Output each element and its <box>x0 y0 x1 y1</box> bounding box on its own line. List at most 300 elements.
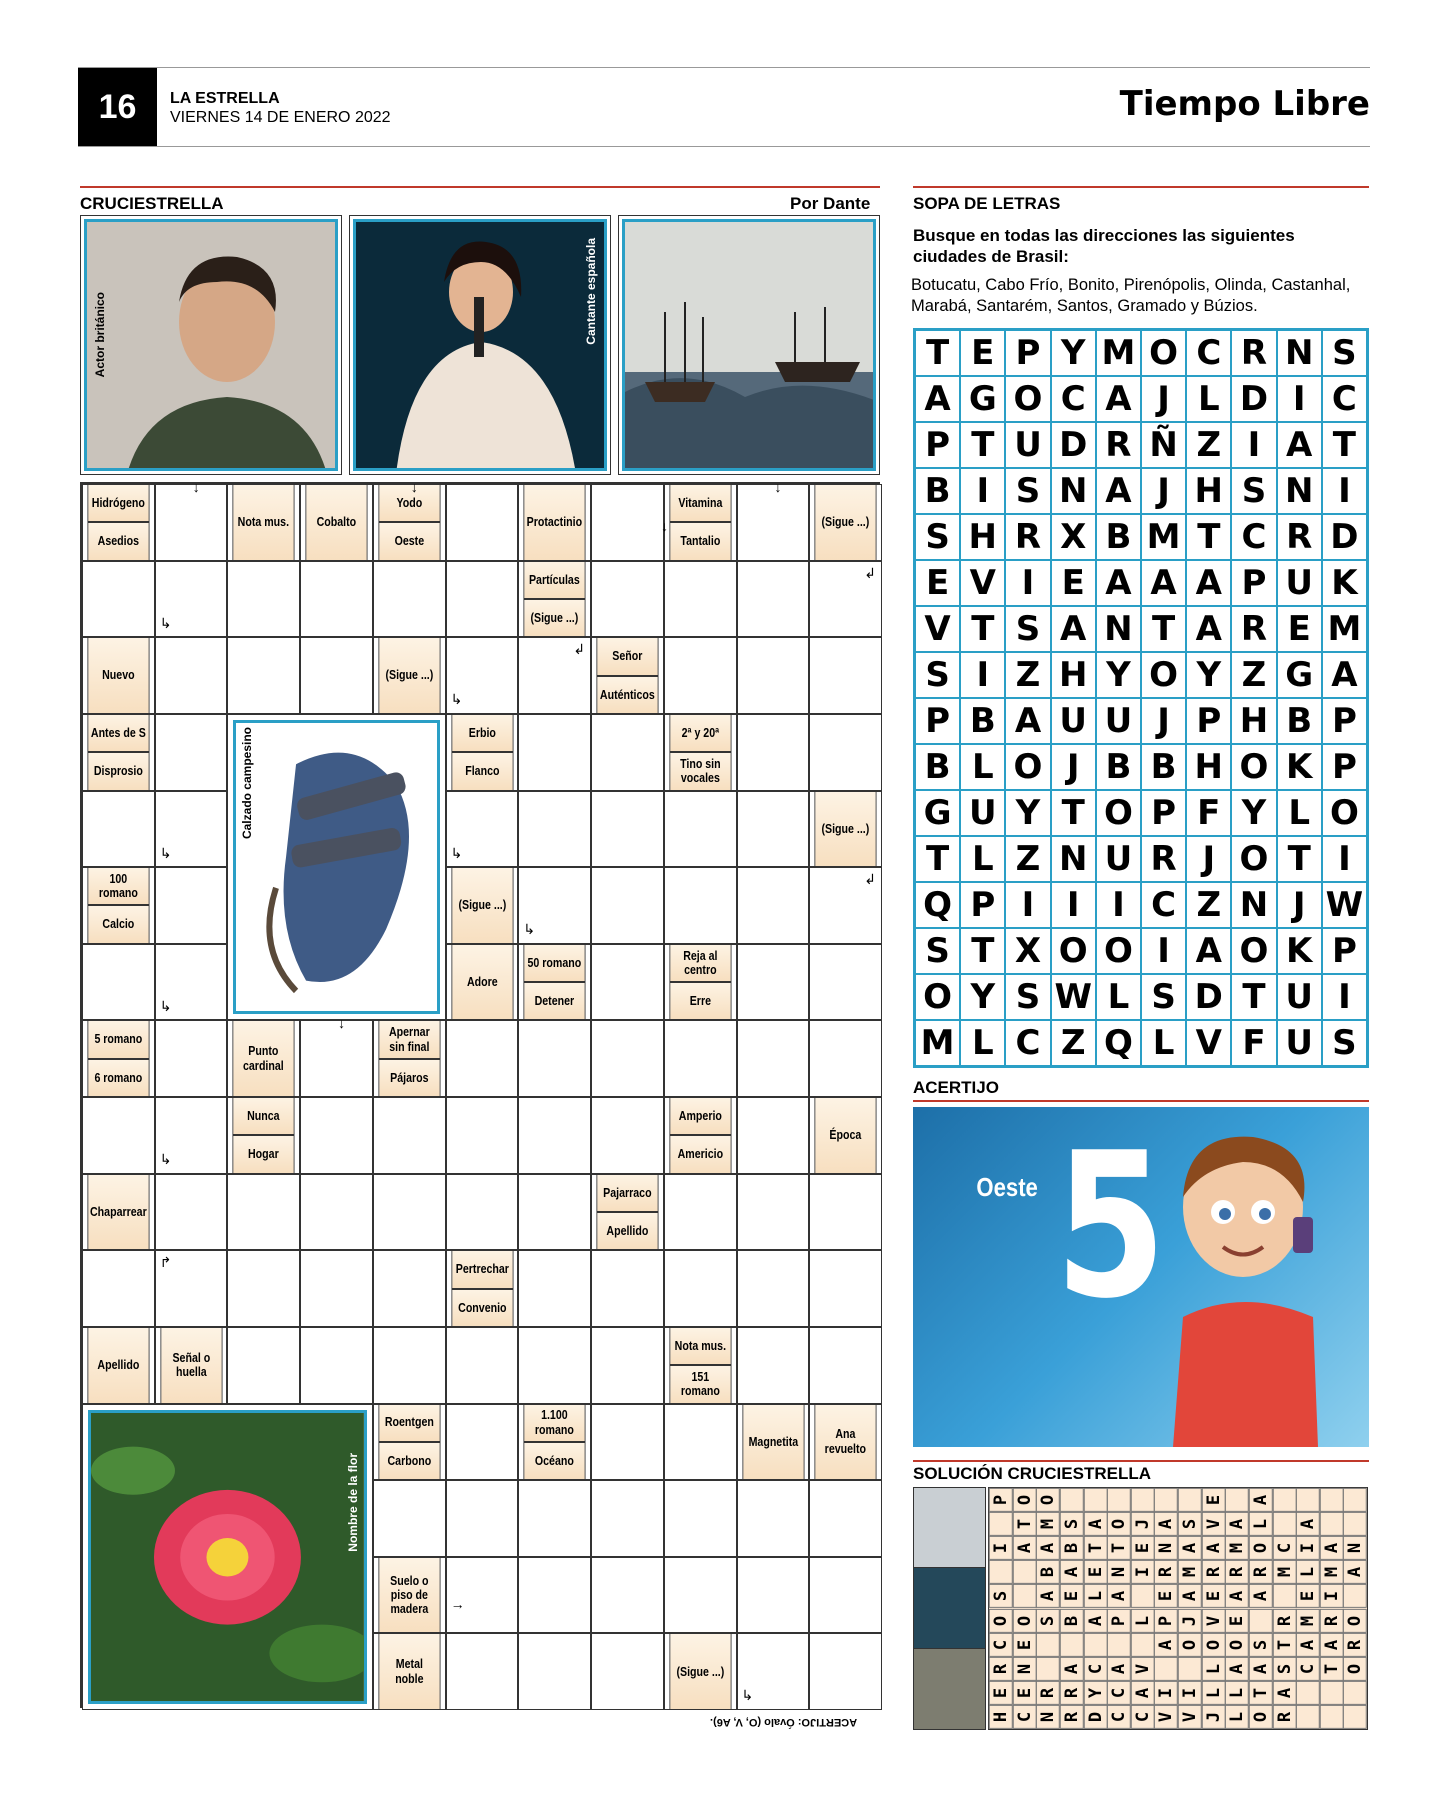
crossword-cell[interactable] <box>664 561 737 638</box>
wordsearch-cell[interactable]: S <box>1322 1020 1367 1066</box>
paper-name: LA ESTRELLA <box>170 90 280 107</box>
crossword-cell[interactable] <box>591 1480 664 1557</box>
crossword-cell[interactable] <box>518 1174 591 1251</box>
crossword-cell[interactable] <box>300 561 373 638</box>
crossword-cell[interactable] <box>591 1020 664 1097</box>
wordsearch-cell[interactable]: B <box>1096 514 1141 560</box>
crossword-cell[interactable] <box>591 561 664 638</box>
wordsearch-cell[interactable]: X <box>1005 928 1050 974</box>
wordsearch-cell[interactable]: K <box>1322 560 1367 606</box>
wordsearch-cell[interactable]: V <box>915 606 960 652</box>
crossword-cell[interactable] <box>809 637 882 714</box>
crossword-cell[interactable] <box>446 1327 519 1404</box>
solution-cell: A <box>1154 1512 1178 1536</box>
wordsearch-cell[interactable]: Z <box>1231 652 1276 698</box>
wordsearch-cell[interactable]: L <box>960 1020 1005 1066</box>
solution-cell <box>1272 1512 1296 1536</box>
wordsearch-cell[interactable]: J <box>1141 698 1186 744</box>
wordsearch-cell[interactable]: R <box>1231 606 1276 652</box>
wordsearch-cell[interactable]: Y <box>1005 790 1050 836</box>
crossword-cell[interactable] <box>664 1557 737 1634</box>
wordsearch-cell[interactable]: H <box>1186 468 1231 514</box>
wordsearch-cell[interactable]: S <box>1231 468 1276 514</box>
wordsearch-cell[interactable]: S <box>915 928 960 974</box>
wordsearch-cell[interactable]: I <box>1322 468 1367 514</box>
crossword-cell[interactable] <box>446 1097 519 1174</box>
crossword-cell[interactable] <box>737 484 810 561</box>
wordsearch-cell[interactable]: U <box>1277 974 1322 1020</box>
crossword-cell[interactable] <box>809 944 882 1021</box>
crossword-cell[interactable] <box>809 714 882 791</box>
wordsearch-cell[interactable]: C <box>1051 376 1096 422</box>
wordsearch-cell[interactable]: A <box>1186 560 1231 606</box>
solution-cell: O <box>1178 1633 1202 1657</box>
wordsearch-cell[interactable]: W <box>1322 882 1367 928</box>
wordsearch-cell[interactable]: D <box>1051 422 1096 468</box>
crossword-cell[interactable] <box>518 1480 591 1557</box>
wordsearch-cell[interactable]: K <box>1277 744 1322 790</box>
wordsearch-cell[interactable]: B <box>915 468 960 514</box>
crossword-cell[interactable] <box>664 1404 737 1481</box>
wordsearch-cell[interactable]: D <box>1186 974 1231 1020</box>
wordsearch-cell[interactable]: V <box>1186 1020 1231 1066</box>
wordsearch-cell[interactable]: A <box>1096 376 1141 422</box>
solution-cell: V <box>1178 1705 1202 1729</box>
crossword-cell[interactable] <box>155 637 228 714</box>
wordsearch-cell[interactable]: Q <box>915 882 960 928</box>
wordsearch-cell[interactable]: P <box>915 422 960 468</box>
crossword-cell[interactable] <box>591 1404 664 1481</box>
crossword-cell[interactable] <box>446 1020 519 1097</box>
actor-label: Actor británico <box>93 292 107 378</box>
sandal-image <box>236 723 436 1012</box>
wordsearch-cell[interactable]: N <box>1051 836 1096 882</box>
clue-arrow-icon: ↳ <box>523 921 536 938</box>
crossword-cell[interactable] <box>591 714 664 791</box>
wordsearch-cell[interactable]: L <box>1186 376 1231 422</box>
solution-cell: A <box>1343 1561 1367 1585</box>
wordsearch-cell[interactable]: K <box>1277 928 1322 974</box>
wordsearch-cell[interactable]: T <box>1141 606 1186 652</box>
wordsearch-cell[interactable]: O <box>1005 376 1050 422</box>
wordsearch-cell[interactable]: P <box>1005 330 1050 376</box>
wordsearch-cell[interactable]: L <box>1141 1020 1186 1066</box>
wordsearch-cell[interactable]: O <box>1051 928 1096 974</box>
crossword-cell[interactable] <box>737 867 810 944</box>
crossword-cell[interactable] <box>300 1327 373 1404</box>
crossword-cell[interactable] <box>737 637 810 714</box>
wordsearch-cell[interactable]: G <box>960 376 1005 422</box>
wordsearch-cell[interactable]: O <box>1005 744 1050 790</box>
wordsearch-cell[interactable]: P <box>915 698 960 744</box>
crossword-cell[interactable] <box>373 1327 446 1404</box>
crossword-cell[interactable] <box>809 1327 882 1404</box>
crossword-cell[interactable] <box>591 1250 664 1327</box>
solution-cell: A <box>1320 1536 1344 1560</box>
crossword-cell[interactable] <box>446 1174 519 1251</box>
wordsearch-cell[interactable]: O <box>1141 652 1186 698</box>
wordsearch-cell[interactable]: T <box>960 422 1005 468</box>
wordsearch-cell[interactable]: P <box>960 882 1005 928</box>
solution-cell: E <box>1296 1585 1320 1609</box>
solution-cell <box>1083 1633 1107 1657</box>
wordsearch-cell[interactable]: L <box>1277 790 1322 836</box>
crossword-cell[interactable] <box>591 484 664 561</box>
wordsearch-cell[interactable]: B <box>915 744 960 790</box>
crossword-cell[interactable] <box>737 561 810 638</box>
clue-arrow-icon: ↲ <box>864 564 876 581</box>
wordsearch-cell[interactable]: R <box>1277 514 1322 560</box>
wordsearch-cell[interactable]: O <box>1096 928 1141 974</box>
wordsearch-cell[interactable]: E <box>960 330 1005 376</box>
solution-cell: I <box>989 1536 1013 1560</box>
wordsearch-cell[interactable]: L <box>1096 974 1141 1020</box>
wordsearch-cell[interactable]: P <box>1141 790 1186 836</box>
solution-cell: O <box>1012 1488 1036 1512</box>
crossword-cell[interactable] <box>82 791 155 868</box>
clue-arrow-icon: ↳ <box>159 614 172 631</box>
clue-cell: Convenio <box>451 1289 513 1327</box>
wordsearch-cell[interactable]: X <box>1051 514 1096 560</box>
crossword-cell[interactable] <box>664 1480 737 1557</box>
crossword-cell[interactable] <box>664 637 737 714</box>
wordsearch-cell[interactable]: R <box>1231 330 1276 376</box>
solution-cell: M <box>1320 1561 1344 1585</box>
crossword-cell[interactable] <box>373 1097 446 1174</box>
crossword-cell[interactable] <box>446 561 519 638</box>
wordsearch-cell[interactable]: Y <box>1186 652 1231 698</box>
wordsearch-cell[interactable]: Z <box>1005 836 1050 882</box>
wordsearch-cell[interactable]: M <box>915 1020 960 1066</box>
crossword-cell[interactable] <box>227 1327 300 1404</box>
solution-cell <box>1036 1633 1060 1657</box>
wordsearch-cell[interactable]: T <box>960 928 1005 974</box>
wordsearch-cell[interactable]: D <box>1231 376 1276 422</box>
crossword-cell[interactable] <box>300 1097 373 1174</box>
ships-painting <box>622 219 876 471</box>
wordsearch-cell[interactable]: E <box>1277 606 1322 652</box>
wordsearch-cell[interactable]: I <box>960 468 1005 514</box>
wordsearch-cell[interactable]: Y <box>960 974 1005 1020</box>
crossword-cell[interactable] <box>737 1174 810 1251</box>
wordsearch-cell[interactable]: Z <box>1051 1020 1096 1066</box>
crossword-cell[interactable] <box>518 1327 591 1404</box>
wordsearch-cell[interactable]: R <box>1096 422 1141 468</box>
crossword-cell[interactable] <box>591 1327 664 1404</box>
crossword-cell[interactable] <box>155 1020 228 1097</box>
wordsearch-cell[interactable]: G <box>915 790 960 836</box>
crossword-cell[interactable] <box>518 1250 591 1327</box>
wordsearch-cell[interactable]: I <box>960 652 1005 698</box>
crossword-cell[interactable] <box>737 714 810 791</box>
riddle-title: ACERTIJO <box>913 1078 999 1097</box>
wordsearch-cell[interactable]: A <box>1096 468 1141 514</box>
wordsearch-cell[interactable]: S <box>1322 330 1367 376</box>
crossword-cell[interactable] <box>809 1020 882 1097</box>
wordsearch-cell[interactable]: B <box>1277 698 1322 744</box>
crossword-cell[interactable] <box>82 1097 155 1174</box>
wordsearch-cell[interactable]: E <box>1051 560 1096 606</box>
crossword-cell[interactable] <box>737 1480 810 1557</box>
wordsearch-cell[interactable]: I <box>1322 836 1367 882</box>
solution-cell: N <box>1107 1561 1131 1585</box>
crossword-cell[interactable] <box>373 1250 446 1327</box>
crossword-cell[interactable] <box>591 944 664 1021</box>
wordsearch-cell[interactable]: V <box>960 560 1005 606</box>
wordsearch-cell[interactable]: J <box>1141 376 1186 422</box>
wordsearch-cell[interactable]: I <box>1005 882 1050 928</box>
crossword-cell[interactable] <box>446 1633 519 1710</box>
wordsearch-cell[interactable]: U <box>1277 560 1322 606</box>
wordsearch-cell[interactable]: Y <box>1051 330 1096 376</box>
crossword-cell[interactable] <box>300 637 373 714</box>
wordsearch-cell[interactable]: U <box>1005 422 1050 468</box>
wordsearch-cell[interactable]: Q <box>1096 1020 1141 1066</box>
crossword-cell[interactable] <box>227 1174 300 1251</box>
wordsearch-cell[interactable]: T <box>1277 836 1322 882</box>
crossword-cell[interactable] <box>737 944 810 1021</box>
crossword-cell[interactable] <box>809 1633 882 1710</box>
wordsearch-cell[interactable]: T <box>915 330 960 376</box>
wordsearch-cell[interactable]: A <box>1186 928 1231 974</box>
wordsearch-cell[interactable]: R <box>1141 836 1186 882</box>
crossword-cell[interactable] <box>227 561 300 638</box>
wordsearch-cell[interactable]: A <box>1322 652 1367 698</box>
wordsearch-cell[interactable]: Ñ <box>1141 422 1186 468</box>
wordsearch-cell[interactable]: O <box>1096 790 1141 836</box>
crossword-cell[interactable] <box>446 1404 519 1481</box>
wordsearch-cell[interactable]: U <box>1051 698 1096 744</box>
wordsearch-cell[interactable]: B <box>1141 744 1186 790</box>
wordsearch-cell[interactable]: I <box>1277 376 1322 422</box>
crossword-cell[interactable] <box>809 1480 882 1557</box>
crossword-cell[interactable] <box>591 1097 664 1174</box>
wordsearch-cell[interactable]: N <box>1277 330 1322 376</box>
solution-cell <box>1178 1488 1202 1512</box>
wordsearch-cell[interactable]: J <box>1051 744 1096 790</box>
wordsearch-cell[interactable]: I <box>1096 882 1141 928</box>
wordsearch-cell[interactable]: G <box>1277 652 1322 698</box>
wordsearch-cell[interactable]: Z <box>1005 652 1050 698</box>
wordsearch-cell[interactable]: U <box>960 790 1005 836</box>
wordsearch-cell[interactable]: S <box>915 514 960 560</box>
wordsearch-cell[interactable]: F <box>1231 1020 1276 1066</box>
solution-cell: A <box>1225 1585 1249 1609</box>
wordsearch-cell[interactable]: C <box>1141 882 1186 928</box>
wordsearch-cell[interactable]: S <box>1141 974 1186 1020</box>
crossword-cell[interactable] <box>591 791 664 868</box>
wordsearch-cell[interactable]: T <box>1322 422 1367 468</box>
wordsearch-cell[interactable]: S <box>1005 468 1050 514</box>
crossword-cell[interactable] <box>518 791 591 868</box>
solution-cell: A <box>1296 1633 1320 1657</box>
solution-cell: A <box>1296 1512 1320 1536</box>
wordsearch-cell[interactable]: O <box>1231 836 1276 882</box>
crossword-cell[interactable] <box>518 714 591 791</box>
wordsearch-cell[interactable]: C <box>1322 376 1367 422</box>
crossword-cell[interactable] <box>518 1633 591 1710</box>
crossword-cell[interactable] <box>737 1097 810 1174</box>
wordsearch-cell[interactable]: T <box>1186 514 1231 560</box>
wordsearch-cell[interactable]: T <box>1051 790 1096 836</box>
wordsearch-cell[interactable]: S <box>1005 974 1050 1020</box>
crossword-cell[interactable] <box>664 1020 737 1097</box>
wordsearch-cell[interactable]: T <box>915 836 960 882</box>
wordsearch-cell[interactable]: I <box>1141 928 1186 974</box>
wordsearch-cell[interactable]: T <box>960 606 1005 652</box>
wordsearch-cell[interactable]: H <box>1051 652 1096 698</box>
wordsearch-cell[interactable]: I <box>1231 422 1276 468</box>
crossword-cell[interactable] <box>664 1174 737 1251</box>
clue-arrow-icon: ↓ <box>661 518 669 534</box>
wordsearch-cell[interactable]: A <box>1277 422 1322 468</box>
solution-cell <box>1060 1488 1084 1512</box>
crossword-cell[interactable] <box>737 1250 810 1327</box>
crossword-cell[interactable] <box>809 1174 882 1251</box>
crossword-cell[interactable] <box>664 1250 737 1327</box>
wordsearch-cell[interactable]: P <box>1322 698 1367 744</box>
crossword-cell[interactable] <box>373 1480 446 1557</box>
solution-rule <box>913 1460 1369 1462</box>
wordsearch-cell[interactable]: O <box>1141 330 1186 376</box>
wordsearch-cell[interactable]: A <box>1005 698 1050 744</box>
crossword-cell[interactable] <box>518 1020 591 1097</box>
wordsearch-rule <box>913 186 1369 188</box>
crossword-cell[interactable] <box>591 1557 664 1634</box>
wordsearch-cell[interactable]: D <box>1322 514 1367 560</box>
solution-cell: L <box>1296 1561 1320 1585</box>
solution-cell: L <box>1131 1609 1155 1633</box>
crossword-cell[interactable] <box>737 791 810 868</box>
wordsearch-cell[interactable]: M <box>1096 330 1141 376</box>
wordsearch-cell[interactable]: O <box>915 974 960 1020</box>
wordsearch-cell[interactable]: F <box>1186 790 1231 836</box>
wordsearch-cell[interactable]: I <box>1005 560 1050 606</box>
crossword-cell[interactable] <box>664 867 737 944</box>
wordsearch-cell[interactable]: N <box>1277 468 1322 514</box>
solution-cell: C <box>989 1633 1013 1657</box>
clue-arrow-icon: ↓ <box>410 479 418 495</box>
clue-cell: 6 romano <box>87 1059 149 1097</box>
crossword-cell[interactable] <box>809 1250 882 1327</box>
crossword-cell[interactable] <box>664 791 737 868</box>
wordsearch-cell[interactable]: P <box>1322 744 1367 790</box>
crossword-cell[interactable] <box>82 944 155 1021</box>
wordsearch-cell[interactable]: I <box>1322 974 1367 1020</box>
crossword-cell[interactable] <box>446 1480 519 1557</box>
clue-cell: Pájaros <box>378 1059 440 1097</box>
crossword-cell[interactable] <box>373 561 446 638</box>
crossword-cell[interactable] <box>300 1250 373 1327</box>
wordsearch-cell[interactable]: A <box>1141 560 1186 606</box>
wordsearch-cell[interactable]: L <box>960 836 1005 882</box>
wordsearch-cell[interactable]: A <box>1051 606 1096 652</box>
crossword-cell[interactable] <box>737 1020 810 1097</box>
wordsearch-cell[interactable]: H <box>960 514 1005 560</box>
wordsearch-cell[interactable]: O <box>1322 790 1367 836</box>
wordsearch-cell[interactable]: P <box>1231 560 1276 606</box>
wordsearch-cell[interactable]: C <box>1186 330 1231 376</box>
wordsearch-cell[interactable]: P <box>1322 928 1367 974</box>
wordsearch-cell[interactable]: Y <box>1231 790 1276 836</box>
solution-cell <box>1178 1657 1202 1681</box>
wordsearch-cell[interactable]: J <box>1141 468 1186 514</box>
crossword-cell[interactable] <box>737 1557 810 1634</box>
crossword-cell[interactable] <box>300 1174 373 1251</box>
wordsearch-cell[interactable]: N <box>1231 882 1276 928</box>
wordsearch-cell[interactable]: M <box>1141 514 1186 560</box>
wordsearch-cell[interactable]: W <box>1051 974 1096 1020</box>
wordsearch-cell[interactable]: L <box>960 744 1005 790</box>
solution-cell <box>1060 1633 1084 1657</box>
wordsearch-cell[interactable]: B <box>960 698 1005 744</box>
crossword-cell[interactable] <box>518 1097 591 1174</box>
wordsearch-cell[interactable]: H <box>1231 698 1276 744</box>
wordsearch-cell[interactable]: U <box>1096 698 1141 744</box>
wordsearch-cell[interactable]: I <box>1051 882 1096 928</box>
wordsearch-cell[interactable]: B <box>1096 744 1141 790</box>
flower-photo <box>82 1404 373 1711</box>
wordsearch-cell[interactable]: R <box>1005 514 1050 560</box>
crossword-cell[interactable] <box>446 484 519 561</box>
crossword-cell[interactable] <box>591 867 664 944</box>
wordsearch-cell[interactable]: C <box>1005 1020 1050 1066</box>
crossword-cell[interactable] <box>227 1250 300 1327</box>
crossword-cell[interactable] <box>155 484 228 561</box>
wordsearch-cell[interactable]: E <box>915 560 960 606</box>
clue-cell: Suelo o piso de madera <box>378 1557 440 1634</box>
crossword-cell[interactable] <box>300 1020 373 1097</box>
wordsearch-cell[interactable]: M <box>1322 606 1367 652</box>
wordsearch-cell[interactable]: C <box>1231 514 1276 560</box>
wordsearch-cell[interactable]: N <box>1096 606 1141 652</box>
wordsearch-cell[interactable]: O <box>1231 928 1276 974</box>
clue-cell: Punto cardinal <box>233 1020 295 1097</box>
wordsearch-cell[interactable]: H <box>1186 744 1231 790</box>
solution-cell: L <box>1249 1512 1273 1536</box>
wordsearch-cell[interactable]: T <box>1231 974 1276 1020</box>
crossword-cell[interactable] <box>155 1174 228 1251</box>
wordsearch-cell[interactable]: U <box>1277 1020 1322 1066</box>
wordsearch-cell[interactable]: S <box>915 652 960 698</box>
wordsearch-cell[interactable]: U <box>1096 836 1141 882</box>
crossword-cell[interactable] <box>155 867 228 944</box>
wordsearch-cell[interactable]: A <box>1186 606 1231 652</box>
crossword-cell[interactable] <box>591 1633 664 1710</box>
wordsearch-cell[interactable]: Z <box>1186 422 1231 468</box>
crossword-cell[interactable] <box>737 1327 810 1404</box>
crossword-cell[interactable] <box>82 1250 155 1327</box>
crossword-cell[interactable] <box>809 1557 882 1634</box>
wordsearch-cell[interactable]: Z <box>1186 882 1231 928</box>
wordsearch-cell[interactable]: Y <box>1096 652 1141 698</box>
wordsearch-cell[interactable]: J <box>1186 836 1231 882</box>
wordsearch-cell[interactable]: A <box>915 376 960 422</box>
crossword-cell[interactable] <box>227 637 300 714</box>
wordsearch-cell[interactable]: J <box>1277 882 1322 928</box>
crossword-cell[interactable] <box>82 561 155 638</box>
crossword-cell[interactable] <box>518 1557 591 1634</box>
wordsearch-cell[interactable]: O <box>1231 744 1276 790</box>
wordsearch-cell[interactable]: N <box>1051 468 1096 514</box>
wordsearch-cell[interactable]: S <box>1005 606 1050 652</box>
crossword-cell[interactable] <box>155 714 228 791</box>
wordsearch-cell[interactable]: A <box>1096 560 1141 606</box>
clue-cell: Apellido <box>597 1212 659 1250</box>
wordsearch-cell[interactable]: P <box>1186 698 1231 744</box>
solution-cell <box>1036 1657 1060 1681</box>
crossword-cell[interactable] <box>373 1174 446 1251</box>
